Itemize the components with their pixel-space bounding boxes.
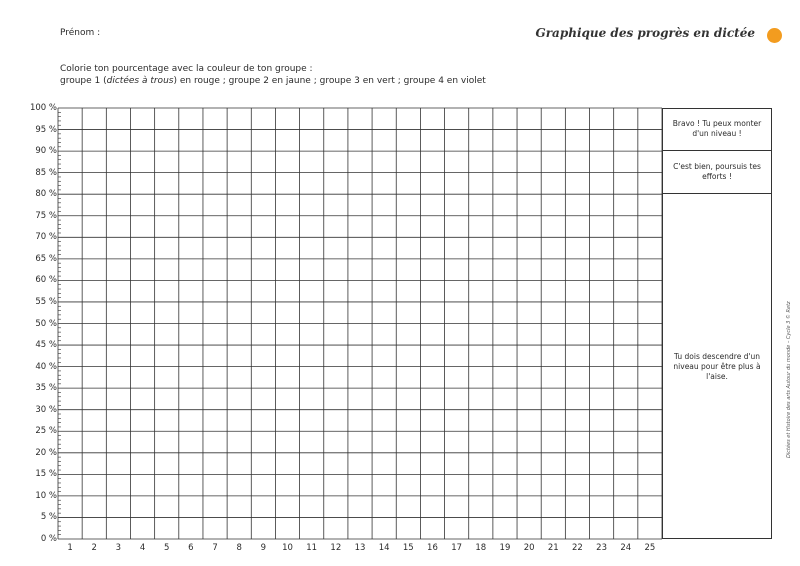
copyright-credit: Dictées et Histoire des arts Autour du monde – Cycle 3 © Retz [786,301,792,458]
x-tick-label: 19 [499,543,511,553]
y-tick-label: 20 % [35,447,57,458]
x-tick-label: 16 [427,543,438,553]
instructions-line-1: Colorie ton pourcentage avec la couleur de ton groupe : [60,64,313,74]
x-tick-label: 21 [547,543,559,553]
feedback-zone: Bravo ! Tu peux monter d'un niveau ! [662,108,772,151]
x-tick-label: 15 [402,543,414,553]
y-tick-label: 70 % [35,232,57,243]
x-tick-label: 7 [212,543,218,553]
y-tick-label: 80 % [35,189,57,200]
x-tick-label: 12 [330,543,342,553]
x-tick-label: 17 [451,543,463,553]
page-title: Graphique des progrès en dictée [535,26,755,40]
x-tick-label: 14 [378,543,390,553]
instructions-line-2-italic: dictées à trous [106,76,174,86]
y-tick-label: 75 % [35,210,57,221]
x-tick-label: 20 [523,543,535,553]
y-tick-label: 55 % [35,296,57,307]
x-tick-label: 13 [354,543,366,553]
instructions-line-2-prefix: groupe 1 ( [60,76,107,86]
x-tick-label: 1 [67,543,73,553]
x-tick-label: 24 [620,543,632,553]
x-tick-label: 5 [164,543,170,553]
x-tick-label: 23 [596,543,607,553]
y-tick-label: 50 % [35,318,57,329]
x-tick-label: 9 [260,543,267,553]
x-tick-label: 6 [188,543,194,553]
x-tick-label: 3 [115,543,122,553]
x-tick-label: 25 [644,543,656,553]
y-tick-label: 90 % [35,146,57,157]
y-tick-label: 45 % [35,340,57,351]
y-tick-label: 100 % [29,103,57,113]
x-tick-label: 18 [475,543,487,553]
feedback-zone: Tu dois descendre d'un niveau pour être plus à l'aise. [673,351,761,381]
y-tick-label: 60 % [35,275,57,286]
feedback-zone: C'est bien, poursuis tes efforts ! [662,151,772,194]
x-tick-label: 8 [236,543,242,553]
y-tick-label: 30 % [35,404,57,415]
x-tick-label: 10 [282,543,293,553]
y-tick-label: 5 % [40,512,57,523]
prenom-label: Prénom : [60,28,101,38]
x-tick-label: 4 [139,543,146,553]
y-tick-label: 95 % [35,124,57,135]
y-tick-label: 35 % [35,383,57,394]
y-tick-label: 15 % [35,469,57,480]
y-tick-label: 10 % [35,490,57,501]
y-tick-label: 0 % [40,534,57,544]
x-tick-label: 2 [91,543,97,553]
y-tick-label: 85 % [35,167,57,178]
instructions-line-2-suffix: ) en rouge ; groupe 2 en jaune ; groupe 3 en vert ; groupe 4 en violet [173,76,486,86]
y-tick-label: 40 % [35,361,57,372]
y-tick-label: 25 % [35,426,57,437]
y-tick-label: 65 % [35,253,57,264]
x-tick-label: 22 [572,543,583,553]
x-tick-label: 11 [306,543,318,553]
